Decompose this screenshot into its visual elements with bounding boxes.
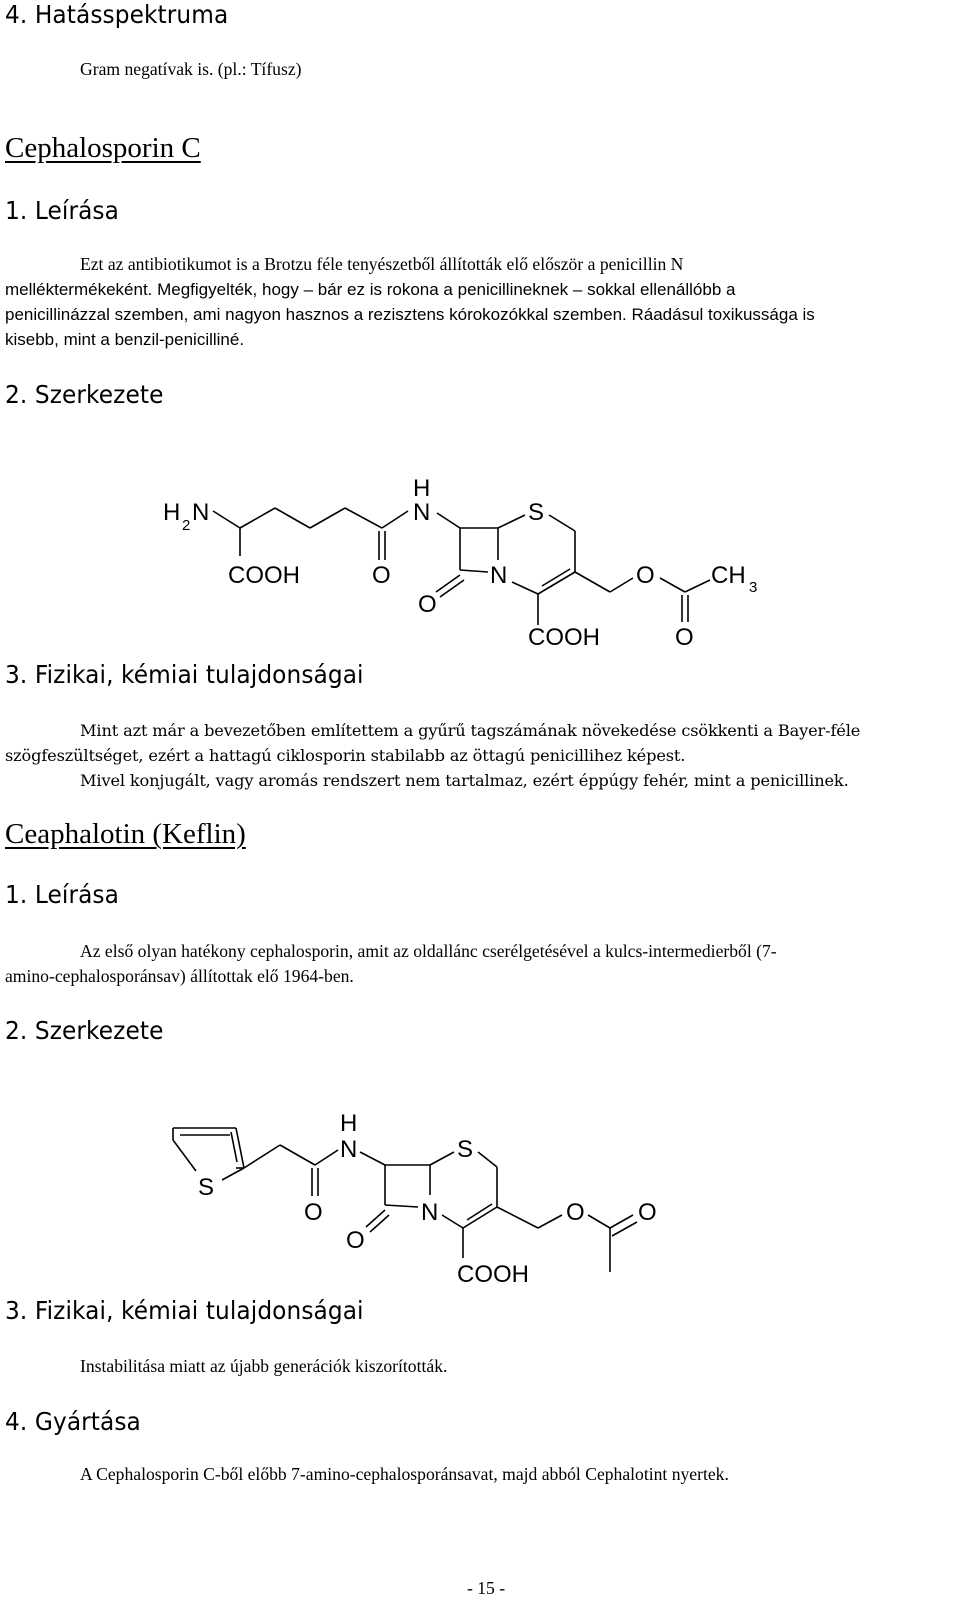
- ceph-c-desc-line-3: penicillinázzal szemben, ami nagyon hasznos a rezisztens kórokozókkal szemben. Ráadásul toxikussága is: [5, 305, 815, 324]
- heading-szerkezete-1: 2. Szerkezete: [5, 380, 164, 409]
- hatasspektruma-text: Gram negatívak is. (pl.: Tífusz): [80, 59, 302, 79]
- ceph-c-props-line-2: szögfeszültséget, ezért a hattagú ciklosporin stabilabb az öttagú penicillihez képest.: [5, 746, 686, 765]
- atom-s: S: [528, 499, 545, 526]
- atom-cooh-keflin: COOH: [457, 1261, 529, 1288]
- atom-n-amide: N: [413, 499, 431, 526]
- atom-o-carbonyl: O: [675, 624, 694, 651]
- atom-h2n-2: 2: [182, 517, 191, 534]
- heading-leirasa-2: 1. Leírása: [5, 880, 119, 909]
- atom-n-ring: N: [490, 562, 508, 589]
- heading-fizikai-2: 3. Fizikai, kémiai tulajdonságai: [5, 1296, 364, 1325]
- ceph-c-props-line-3: Mivel konjugált, vagy aromás rendszert nem tartalmaz, ezért éppúgy fehér, mint a penicillinek.: [80, 771, 849, 790]
- atom-cooh-ring: COOH: [528, 624, 600, 651]
- atom-ch3-3: 3: [749, 579, 758, 596]
- atom-n-ring-keflin: N: [421, 1199, 439, 1226]
- atom-cooh-side: COOH: [228, 562, 300, 589]
- heading-gyartasa: 4. Gyártása: [5, 1407, 141, 1436]
- section-heading-hatasspektruma: 4. Hatásspektruma: [5, 0, 229, 29]
- atom-h-amide: H: [413, 475, 431, 502]
- keflin-production-text: A Cephalosporin C-ből előbb 7-amino-cephalosporánsavat, majd abból Cephalotint nyertek.: [80, 1464, 729, 1484]
- atom-o-lactam-keflin: O: [346, 1227, 365, 1254]
- heading-leirasa-1: 1. Leírása: [5, 196, 119, 225]
- atom-s-keflin: S: [457, 1136, 474, 1163]
- ceph-c-props-line-1: Mint azt már a bevezetőben említettem a gyűrű tagszámának növekedése csökkenti a Bayer-féle: [80, 721, 861, 740]
- atom-ch3-ch: CH: [711, 562, 746, 589]
- ceph-c-desc-line-2: melléktermékeként. Megfigyelték, hogy – bár ez is rokona a penicillineknek – sokkal ellenállóbb a: [5, 280, 736, 299]
- keflin-desc-line-2: amino-cephalosporánsav) állítottak elő 1964-ben.: [5, 966, 354, 986]
- atom-o-lactam: O: [418, 591, 437, 618]
- atom-n-amide-keflin: N: [340, 1136, 358, 1163]
- title-keflin: Ceaphalotin (Keflin): [5, 818, 246, 850]
- ceph-c-desc-line-4: kisebb, mint a benzil-penicilliné.: [5, 330, 245, 349]
- atom-h2n-h: H: [163, 499, 181, 526]
- heading-fizikai-1: 3. Fizikai, kémiai tulajdonságai: [5, 660, 364, 689]
- keflin-props-text: Instabilitása miatt az újabb generációk kiszorították.: [80, 1356, 448, 1376]
- atom-h2n-n: N: [192, 499, 210, 526]
- page-number: - 15 -: [467, 1578, 506, 1598]
- ceph-c-desc-line-1: Ezt az antibiotikumot is a Brotzu féle tenyészetből állították elő először a penicillin N: [80, 254, 684, 274]
- atom-thiophene-s: S: [198, 1174, 215, 1201]
- atom-o-amide: O: [372, 562, 391, 589]
- atom-o-ester: O: [636, 562, 655, 589]
- atom-h-amide-keflin: H: [340, 1110, 358, 1137]
- atom-o-carbonyl-keflin: O: [638, 1199, 657, 1226]
- atom-o-ester-keflin: O: [566, 1199, 585, 1226]
- keflin-desc-line-1: Az első olyan hatékony cephalosporin, amit az oldallánc cserélgetésével a kulcs-intermedierből (7-: [80, 941, 777, 961]
- heading-szerkezete-2: 2. Szerkezete: [5, 1016, 164, 1045]
- atom-o-amide-keflin: O: [304, 1199, 323, 1226]
- title-cephalosporin-c: Cephalosporin C: [5, 132, 201, 164]
